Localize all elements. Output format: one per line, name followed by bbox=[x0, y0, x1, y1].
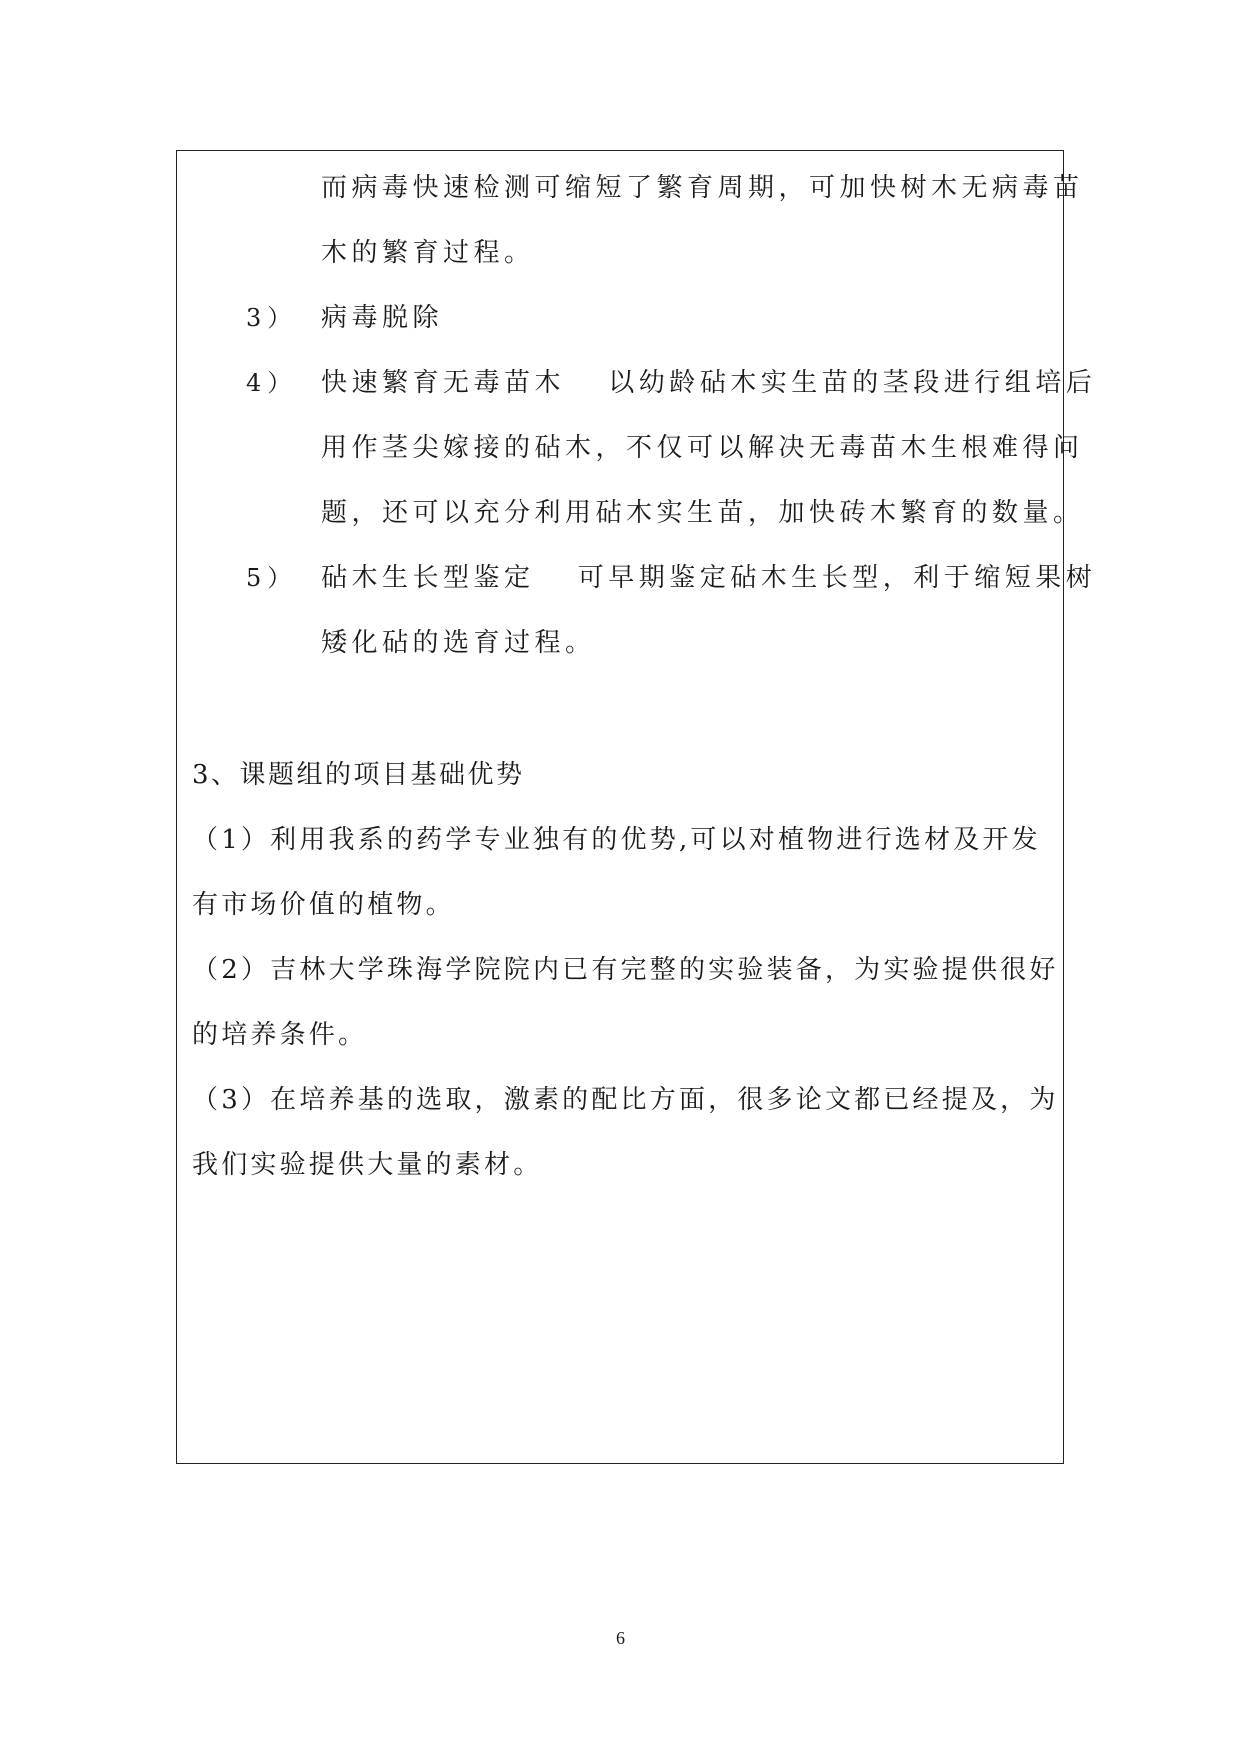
text-line: 木的繁育过程。 bbox=[321, 238, 535, 268]
item-number: 3） bbox=[246, 304, 298, 332]
content-box bbox=[176, 150, 1064, 1464]
section-heading: 3、课题组的项目基础优势 bbox=[192, 760, 525, 790]
text-line: 矮化砧的选育过程。 bbox=[321, 628, 596, 658]
item-number: 5） bbox=[246, 564, 298, 592]
paragraph-line: 我们实验提供大量的素材。 bbox=[192, 1150, 543, 1180]
paragraph-line: 的培养条件。 bbox=[192, 1020, 368, 1050]
text-line: 砧木生长型鉴定 可早期鉴定砧木生长型，利于缩短果树 bbox=[321, 563, 1097, 593]
paragraph-line: （1）利用我系的药学专业独有的优势,可以对植物进行选材及开发 bbox=[192, 825, 1041, 855]
text-line: 题，还可以充分利用砧木实生苗，加快砖木繁育的数量。 bbox=[321, 498, 1084, 528]
page-number: 6 bbox=[616, 1628, 625, 1648]
paragraph-line: 有市场价值的植物。 bbox=[192, 890, 455, 920]
text-line: 快速繁育无毒苗木 以幼龄砧木实生苗的茎段进行组培后 bbox=[321, 368, 1097, 398]
text-line: 用作茎尖嫁接的砧木，不仅可以解决无毒苗木生根难得问 bbox=[321, 433, 1084, 463]
paragraph-line: （2）吉林大学珠海学院院内已有完整的实验装备，为实验提供很好 bbox=[192, 955, 1059, 985]
text-line: 而病毒快速检测可缩短了繁育周期，可加快树木无病毒苗 bbox=[321, 173, 1084, 203]
item-number: 4） bbox=[246, 369, 298, 397]
item-title: 病毒脱除 bbox=[321, 303, 444, 333]
paragraph-line: （3）在培养基的选取，激素的配比方面，很多论文都已经提及，为 bbox=[192, 1085, 1059, 1115]
